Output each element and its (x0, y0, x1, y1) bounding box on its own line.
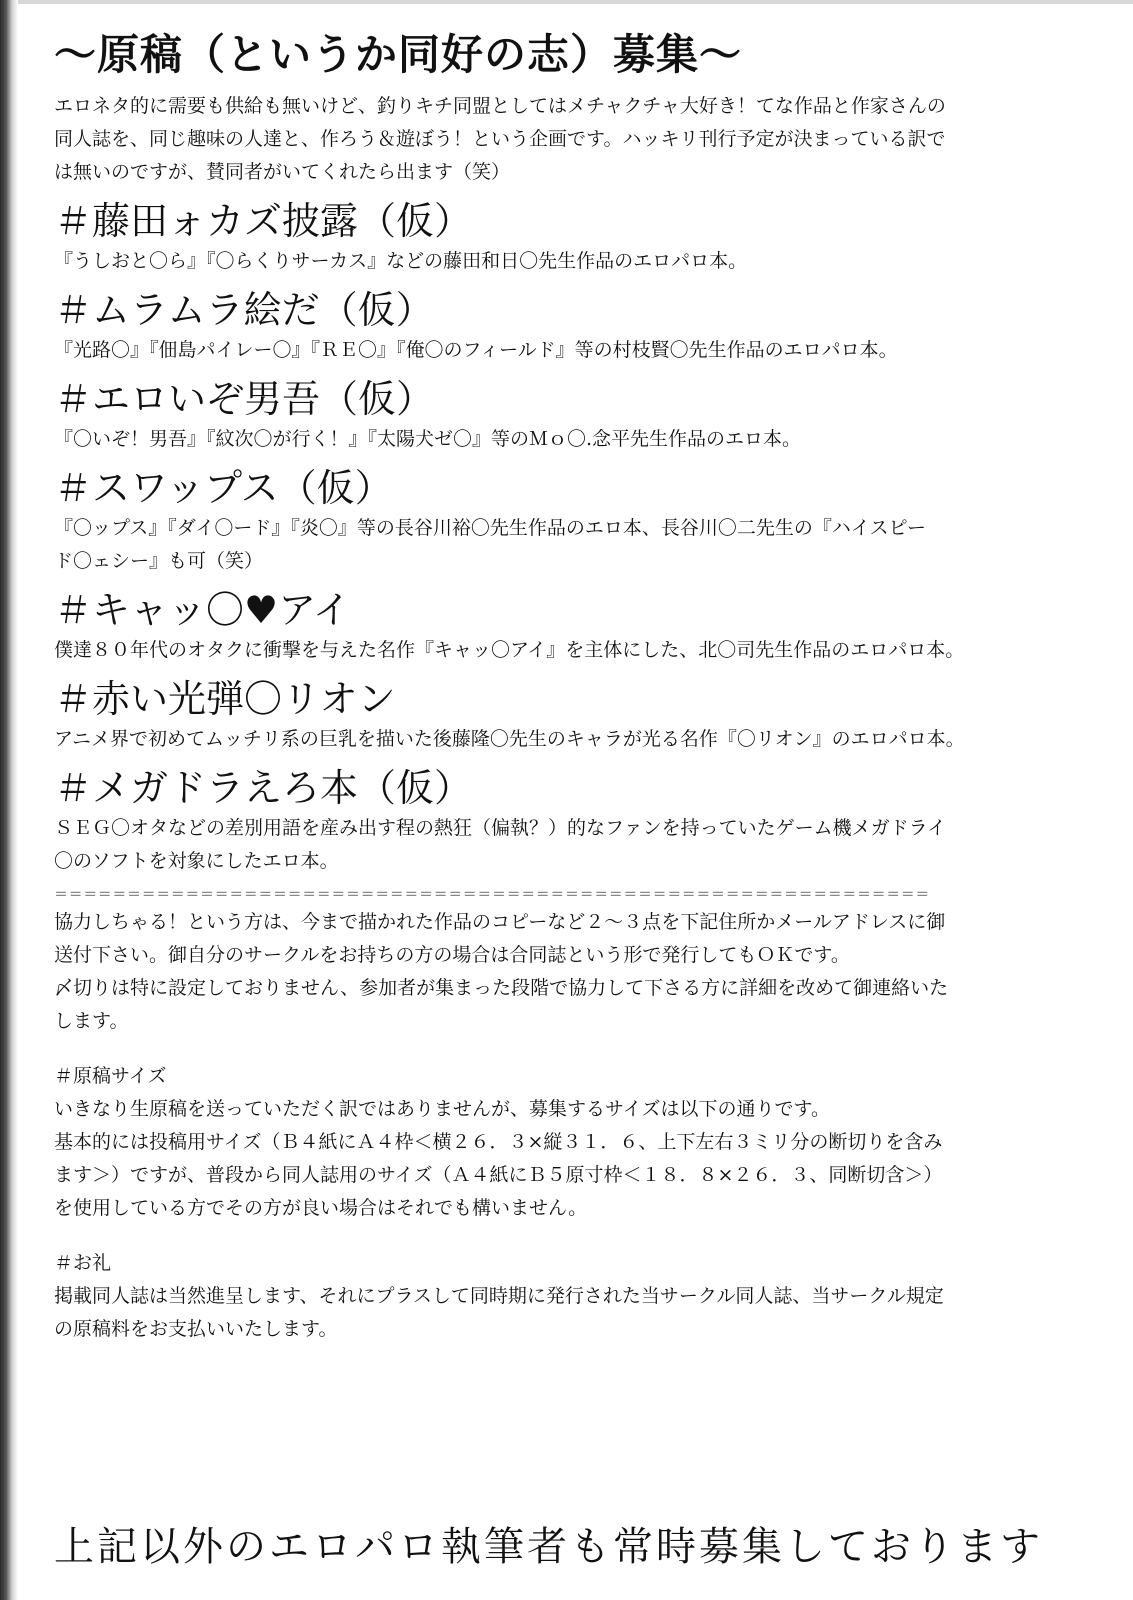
cooperation-line: 協力しちゃる！という方は、今まで描かれた作品のコピーなど２〜３点を下記住所かメールアドレスに御 (54, 911, 946, 934)
project-section (54, 199, 1079, 278)
footer-notice: 上記以外のエロパロ執筆者も常時募集しております (54, 1524, 1043, 1570)
project-description: 『うしおと〇ら』『〇らくりサーカス』などの藤田和日〇先生作品のエロパロ本。 (54, 250, 748, 273)
intro-line: 同人誌を、同じ趣味の人達と、作ろう＆遊ぼう！という企画です。ハッキリ刊行予定が決まっている訳で (54, 128, 946, 151)
manuscript-size-heading: ＃原稿サイズ (54, 1065, 167, 1088)
project-section (54, 377, 1079, 456)
thanks-line: 掲載同人誌は当然進呈します、それにプラスして同時期に発行された当サークル同人誌、当サークル規定 (54, 1285, 944, 1308)
page-top-edge (0, 0, 1133, 4)
project-description: アニメ界で初めてムッチリ系の巨乳を描いた後藤隆〇先生のキャラが光る名作『〇リオン』のエロパロ本。 (54, 728, 965, 751)
project-title: ＃ムラムラ絵だ（仮） (54, 288, 434, 333)
thanks-paragraph (54, 1280, 1079, 1346)
project-title: ＃エロいぞ男吾（仮） (54, 377, 435, 422)
project-description: ＳＥＧ〇オタなどの差別用語を産み出す程の熱狂（偏執？）的なファンを持っていたゲーム機メガドライ (54, 817, 947, 840)
project-description: 『〇ップス』『ダイ〇ード』『炎〇』等の長谷川裕〇先生作品のエロ本、長谷川〇二先生の『ハイスピー (54, 517, 926, 540)
intro-line: エロネタ的に需要も供給も無いけど、釣りキチ同盟としてはメチャクチャ大好き！てな作品と作家さんの (54, 95, 946, 118)
manuscript-size-paragraph (54, 1093, 1079, 1225)
project-title: ＃赤い光弾〇リオン (54, 677, 396, 722)
cooperation-paragraph (54, 906, 1079, 1038)
project-section (54, 766, 1079, 878)
size-line: 基本的には投稿用サイズ（Ｂ４紙にＡ４枠＜横２６．３×縦３１．６、上下左右３ミリ分の断切りを含み (54, 1131, 943, 1154)
project-title: ＃キャッ〇♥アイ (54, 588, 351, 633)
project-section (54, 588, 1079, 667)
project-title: ＃メガドラえろ本（仮） (54, 766, 473, 811)
size-line: を使用している方でその方が良い場合はそれでも構いません。 (54, 1197, 588, 1220)
cooperation-line: します。 (54, 1010, 129, 1033)
project-description: 〇のソフトを対象にしたエロ本。 (54, 850, 339, 873)
cooperation-line: 〆切りは特に設定しておりません、参加者が集まった段階で協力して下さる方に詳細を改めて御連絡いた (54, 977, 949, 1000)
intro-line: は無いのですが、賛同者がいてくれたら出ます（笑） (54, 161, 511, 184)
section-divider: ＝＝＝＝＝＝＝＝＝＝＝＝＝＝＝＝＝＝＝＝＝＝＝＝＝＝＝＝＝＝＝＝＝＝＝＝＝＝＝＝＝＝＝＝＝＝＝＝＝＝＝＝＝＝＝＝＝＝＝＝ (54, 887, 930, 904)
project-description: 僕達８０年代のオタクに衝撃を与えた名作『キャッ〇アイ』を主体にした、北〇司先生作品のエロパロ本。 (54, 639, 965, 662)
project-title: ＃藤田ォカズ披露（仮） (54, 199, 473, 244)
project-title: ＃スワップス（仮） (54, 466, 393, 511)
thanks-line: の原稿料をお支払いいたします。 (54, 1318, 338, 1341)
project-section (54, 288, 1079, 367)
size-line: いきなり生原稿を送っていただく訳ではありませんが、募集するサイズは以下の通りです。 (54, 1098, 830, 1121)
page-title: 〜原稿（というか同好の志）募集〜 (54, 30, 743, 79)
recruitment-notice (54, 24, 1079, 1346)
intro-paragraph (54, 90, 1079, 189)
cooperation-line: 送付下さい。御自分のサークルをお持ちの方の場合は合同誌という形で発行してもＯＫです。 (54, 944, 850, 967)
project-description: 『〇いぞ！男吾』『紋次〇が行く！』『太陽犬ゼ〇』等のＭｏ〇.念平先生作品のエロ本。 (54, 428, 802, 451)
page-left-edge (0, 0, 18, 1600)
project-description: ド〇ェシー』も可（笑） (54, 550, 264, 573)
project-section (54, 466, 1079, 578)
size-line: ます＞）ですが、普段から同人誌用のサイズ（Ａ４紙にＢ５原寸枠＜１８．８×２６．３、同断切含＞） (54, 1164, 943, 1187)
thanks-heading: ＃お礼 (54, 1252, 112, 1275)
project-section (54, 677, 1079, 756)
project-description: 『光路〇』『佃島パイレー〇』『ＲＥ〇』『俺〇のフィールド』等の村枝賢〇先生作品のエロパロ本。 (54, 339, 898, 362)
